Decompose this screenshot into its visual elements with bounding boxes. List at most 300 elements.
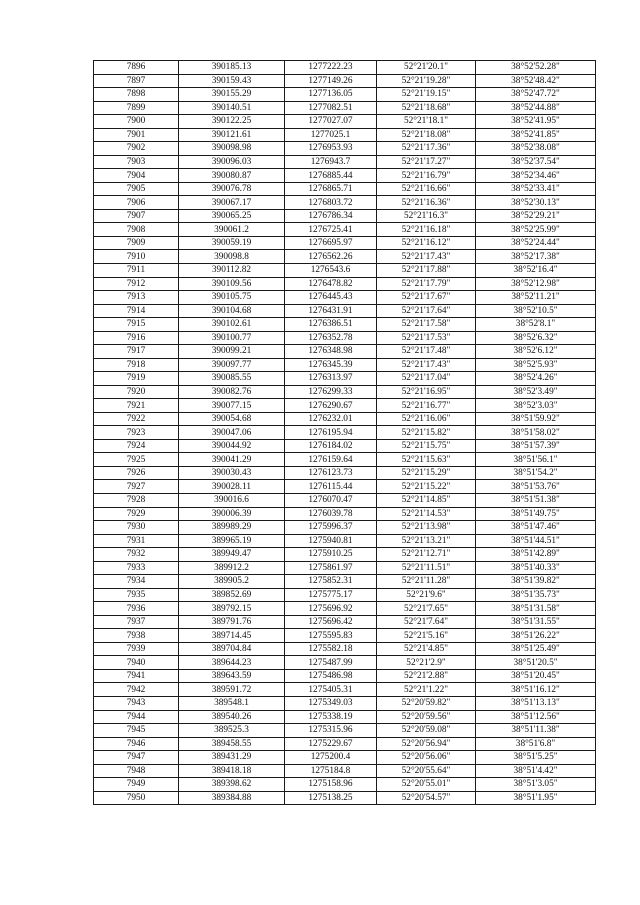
point-number-cell: 7937 [94, 615, 179, 629]
table-row [94, 426, 596, 440]
table-row [94, 399, 596, 413]
x-coordinate-cell: 390098.98 [179, 142, 285, 156]
point-number-cell: 7914 [94, 304, 179, 318]
longitude-cell: 38°51'20.45" [476, 669, 596, 683]
y-coordinate-cell: 1276184.02 [285, 439, 377, 453]
table-row [94, 494, 596, 508]
x-coordinate-cell: 390155.29 [179, 88, 285, 102]
y-coordinate-cell: 1276115.44 [285, 480, 377, 494]
y-coordinate-cell: 1277149.26 [285, 74, 377, 88]
table-row [94, 196, 596, 210]
x-coordinate-cell: 389912.2 [179, 561, 285, 575]
point-number-cell: 7939 [94, 642, 179, 656]
point-number-cell: 7946 [94, 737, 179, 751]
point-number-cell: 7934 [94, 575, 179, 589]
longitude-cell: 38°52'29.21" [476, 209, 596, 223]
latitude-cell: 52°21'20.1" [377, 61, 476, 75]
table-row [94, 764, 596, 778]
table-row [94, 588, 596, 602]
point-number-cell: 7910 [94, 250, 179, 264]
longitude-cell: 38°52'6.12" [476, 345, 596, 359]
point-number-cell: 7941 [94, 669, 179, 683]
point-number-cell: 7920 [94, 385, 179, 399]
table-row [94, 602, 596, 616]
longitude-cell: 38°51'4.42" [476, 764, 596, 778]
point-number-cell: 7936 [94, 602, 179, 616]
longitude-cell: 38°52'25.99" [476, 223, 596, 237]
table-row [94, 466, 596, 480]
x-coordinate-cell: 389852.69 [179, 588, 285, 602]
table-row [94, 385, 596, 399]
y-coordinate-cell: 1275315.96 [285, 724, 377, 738]
latitude-cell: 52°21'16.36" [377, 196, 476, 210]
y-coordinate-cell: 1275996.37 [285, 521, 377, 535]
longitude-cell: 38°51'56.1" [476, 453, 596, 467]
table-row [94, 710, 596, 724]
longitude-cell: 38°52'10.5" [476, 304, 596, 318]
longitude-cell: 38°51'59.92" [476, 412, 596, 426]
longitude-cell: 38°52'5.93" [476, 358, 596, 372]
table-row [94, 318, 596, 332]
y-coordinate-cell: 1275486.98 [285, 669, 377, 683]
point-number-cell: 7924 [94, 439, 179, 453]
table-row [94, 155, 596, 169]
point-number-cell: 7947 [94, 751, 179, 765]
x-coordinate-cell: 390104.68 [179, 304, 285, 318]
latitude-cell: 52°20'56.94" [377, 737, 476, 751]
x-coordinate-cell: 389591.72 [179, 683, 285, 697]
longitude-cell: 38°52'3.49" [476, 385, 596, 399]
point-number-cell: 7935 [94, 588, 179, 602]
point-number-cell: 7899 [94, 101, 179, 115]
longitude-cell: 38°52'33.41" [476, 182, 596, 196]
longitude-cell: 38°52'34.46" [476, 169, 596, 183]
longitude-cell: 38°52'41.85" [476, 128, 596, 142]
latitude-cell: 52°21'11.51" [377, 561, 476, 575]
y-coordinate-cell: 1276123.73 [285, 466, 377, 480]
longitude-cell: 38°52'8.1" [476, 318, 596, 332]
y-coordinate-cell: 1276159.64 [285, 453, 377, 467]
latitude-cell: 52°21'17.88" [377, 263, 476, 277]
point-number-cell: 7923 [94, 426, 179, 440]
latitude-cell: 52°21'4.85" [377, 642, 476, 656]
point-number-cell: 7903 [94, 155, 179, 169]
point-number-cell: 7949 [94, 778, 179, 792]
longitude-cell: 38°51'12.56" [476, 710, 596, 724]
y-coordinate-cell: 1275349.03 [285, 696, 377, 710]
x-coordinate-cell: 390159.43 [179, 74, 285, 88]
y-coordinate-cell: 1276195.94 [285, 426, 377, 440]
latitude-cell: 52°21'16.18" [377, 223, 476, 237]
latitude-cell: 52°21'19.15" [377, 88, 476, 102]
longitude-cell: 38°52'4.26" [476, 372, 596, 386]
point-number-cell: 7950 [94, 791, 179, 805]
x-coordinate-cell: 390076.78 [179, 182, 285, 196]
point-number-cell: 7925 [94, 453, 179, 467]
x-coordinate-cell: 390105.75 [179, 291, 285, 305]
longitude-cell: 38°51'47.46" [476, 521, 596, 535]
x-coordinate-cell: 389431.29 [179, 751, 285, 765]
table-row [94, 277, 596, 291]
y-coordinate-cell: 1275940.81 [285, 534, 377, 548]
x-coordinate-cell: 389384.88 [179, 791, 285, 805]
longitude-cell: 38°51'16.12" [476, 683, 596, 697]
point-number-cell: 7944 [94, 710, 179, 724]
latitude-cell: 52°21'14.53" [377, 507, 476, 521]
y-coordinate-cell: 1276232.01 [285, 412, 377, 426]
table-row [94, 74, 596, 88]
x-coordinate-cell: 389905.2 [179, 575, 285, 589]
point-number-cell: 7913 [94, 291, 179, 305]
latitude-cell: 52°21'19.28" [377, 74, 476, 88]
y-coordinate-cell: 1277027.07 [285, 115, 377, 129]
table-row [94, 291, 596, 305]
x-coordinate-cell: 390082.76 [179, 385, 285, 399]
table-row [94, 642, 596, 656]
x-coordinate-cell: 390077.15 [179, 399, 285, 413]
y-coordinate-cell: 1276039.78 [285, 507, 377, 521]
latitude-cell: 52°21'16.77" [377, 399, 476, 413]
point-number-cell: 7905 [94, 182, 179, 196]
x-coordinate-cell: 389704.84 [179, 642, 285, 656]
y-coordinate-cell: 1275338.19 [285, 710, 377, 724]
latitude-cell: 52°21'2.9" [377, 656, 476, 670]
table-row [94, 778, 596, 792]
longitude-cell: 38°52'48.42" [476, 74, 596, 88]
y-coordinate-cell: 1276348.98 [285, 345, 377, 359]
longitude-cell: 38°52'38.08" [476, 142, 596, 156]
longitude-cell: 38°51'42.89" [476, 548, 596, 562]
x-coordinate-cell: 389643.59 [179, 669, 285, 683]
x-coordinate-cell: 390085.55 [179, 372, 285, 386]
point-number-cell: 7940 [94, 656, 179, 670]
longitude-cell: 38°51'11.38" [476, 724, 596, 738]
table-row [94, 629, 596, 643]
table-row [94, 521, 596, 535]
x-coordinate-cell: 390054.68 [179, 412, 285, 426]
y-coordinate-cell: 1276803.72 [285, 196, 377, 210]
point-number-cell: 7902 [94, 142, 179, 156]
longitude-cell: 38°51'6.8" [476, 737, 596, 751]
y-coordinate-cell: 1276786.34 [285, 209, 377, 223]
table-row [94, 115, 596, 129]
point-number-cell: 7907 [94, 209, 179, 223]
table-row [94, 534, 596, 548]
latitude-cell: 52°21'13.98" [377, 521, 476, 535]
x-coordinate-cell: 389525.3 [179, 724, 285, 738]
latitude-cell: 52°21'1.22" [377, 683, 476, 697]
longitude-cell: 38°52'52.28" [476, 61, 596, 75]
y-coordinate-cell: 1276543.6 [285, 263, 377, 277]
latitude-cell: 52°21'18.1" [377, 115, 476, 129]
y-coordinate-cell: 1276386.51 [285, 318, 377, 332]
point-number-cell: 7930 [94, 521, 179, 535]
point-number-cell: 7938 [94, 629, 179, 643]
y-coordinate-cell: 1275910.25 [285, 548, 377, 562]
latitude-cell: 52°21'15.75" [377, 439, 476, 453]
x-coordinate-cell: 389418.18 [179, 764, 285, 778]
point-number-cell: 7906 [94, 196, 179, 210]
longitude-cell: 38°51'51.38" [476, 494, 596, 508]
point-number-cell: 7926 [94, 466, 179, 480]
latitude-cell: 52°21'17.36" [377, 142, 476, 156]
table-row [94, 358, 596, 372]
x-coordinate-cell: 390121.61 [179, 128, 285, 142]
y-coordinate-cell: 1276695.97 [285, 236, 377, 250]
x-coordinate-cell: 390030.43 [179, 466, 285, 480]
y-coordinate-cell: 1276943.7 [285, 155, 377, 169]
latitude-cell: 52°21'18.08" [377, 128, 476, 142]
table-row [94, 453, 596, 467]
y-coordinate-cell: 1275138.25 [285, 791, 377, 805]
longitude-cell: 38°51'1.95" [476, 791, 596, 805]
x-coordinate-cell: 389398.62 [179, 778, 285, 792]
point-number-cell: 7948 [94, 764, 179, 778]
x-coordinate-cell: 390112.82 [179, 263, 285, 277]
coordinates-table-body [94, 61, 596, 805]
table-row [94, 412, 596, 426]
y-coordinate-cell: 1275595.83 [285, 629, 377, 643]
x-coordinate-cell: 390067.17 [179, 196, 285, 210]
x-coordinate-cell: 390100.77 [179, 331, 285, 345]
longitude-cell: 38°51'40.33" [476, 561, 596, 575]
x-coordinate-cell: 390109.56 [179, 277, 285, 291]
x-coordinate-cell: 390047.06 [179, 426, 285, 440]
longitude-cell: 38°52'3.03" [476, 399, 596, 413]
latitude-cell: 52°20'59.82" [377, 696, 476, 710]
latitude-cell: 52°21'16.12" [377, 236, 476, 250]
point-number-cell: 7918 [94, 358, 179, 372]
longitude-cell: 38°51'57.39" [476, 439, 596, 453]
table-row [94, 737, 596, 751]
latitude-cell: 52°21'15.29" [377, 466, 476, 480]
longitude-cell: 38°52'37.54" [476, 155, 596, 169]
y-coordinate-cell: 1276445.43 [285, 291, 377, 305]
y-coordinate-cell: 1276431.91 [285, 304, 377, 318]
x-coordinate-cell: 390102.61 [179, 318, 285, 332]
point-number-cell: 7908 [94, 223, 179, 237]
point-number-cell: 7909 [94, 236, 179, 250]
x-coordinate-cell: 390028.11 [179, 480, 285, 494]
coordinates-table [93, 60, 596, 805]
latitude-cell: 52°21'7.65" [377, 602, 476, 616]
latitude-cell: 52°20'55.01" [377, 778, 476, 792]
latitude-cell: 52°21'17.67" [377, 291, 476, 305]
y-coordinate-cell: 1275158.96 [285, 778, 377, 792]
latitude-cell: 52°21'15.82" [377, 426, 476, 440]
point-number-cell: 7927 [94, 480, 179, 494]
y-coordinate-cell: 1277222.23 [285, 61, 377, 75]
table-row [94, 128, 596, 142]
latitude-cell: 52°21'16.79" [377, 169, 476, 183]
y-coordinate-cell: 1275582.18 [285, 642, 377, 656]
point-number-cell: 7897 [94, 74, 179, 88]
longitude-cell: 38°52'12.98" [476, 277, 596, 291]
longitude-cell: 38°52'24.44" [476, 236, 596, 250]
table-row [94, 791, 596, 805]
table-row [94, 439, 596, 453]
latitude-cell: 52°20'54.57" [377, 791, 476, 805]
y-coordinate-cell: 1276562.26 [285, 250, 377, 264]
x-coordinate-cell: 390041.29 [179, 453, 285, 467]
point-number-cell: 7900 [94, 115, 179, 129]
point-number-cell: 7932 [94, 548, 179, 562]
table-row [94, 169, 596, 183]
y-coordinate-cell: 1277082.51 [285, 101, 377, 115]
y-coordinate-cell: 1275861.97 [285, 561, 377, 575]
x-coordinate-cell: 390096.03 [179, 155, 285, 169]
x-coordinate-cell: 389644.23 [179, 656, 285, 670]
latitude-cell: 52°21'17.58" [377, 318, 476, 332]
x-coordinate-cell: 389458.55 [179, 737, 285, 751]
y-coordinate-cell: 1275200.4 [285, 751, 377, 765]
longitude-cell: 38°51'13.13" [476, 696, 596, 710]
table-row [94, 250, 596, 264]
x-coordinate-cell: 389714.45 [179, 629, 285, 643]
point-number-cell: 7922 [94, 412, 179, 426]
y-coordinate-cell: 1276290.67 [285, 399, 377, 413]
latitude-cell: 52°21'15.22" [377, 480, 476, 494]
table-row [94, 182, 596, 196]
x-coordinate-cell: 390099.21 [179, 345, 285, 359]
table-row [94, 615, 596, 629]
latitude-cell: 52°21'17.48" [377, 345, 476, 359]
table-row [94, 575, 596, 589]
point-number-cell: 7896 [94, 61, 179, 75]
x-coordinate-cell: 390006.39 [179, 507, 285, 521]
longitude-cell: 38°51'54.2" [476, 466, 596, 480]
latitude-cell: 52°21'15.63" [377, 453, 476, 467]
table-row [94, 751, 596, 765]
latitude-cell: 52°21'18.68" [377, 101, 476, 115]
table-row [94, 656, 596, 670]
table-row [94, 209, 596, 223]
point-number-cell: 7916 [94, 331, 179, 345]
y-coordinate-cell: 1275696.42 [285, 615, 377, 629]
y-coordinate-cell: 1276725.41 [285, 223, 377, 237]
point-number-cell: 7898 [94, 88, 179, 102]
x-coordinate-cell: 390065.25 [179, 209, 285, 223]
y-coordinate-cell: 1275229.67 [285, 737, 377, 751]
latitude-cell: 52°21'5.16" [377, 629, 476, 643]
longitude-cell: 38°52'16.4" [476, 263, 596, 277]
point-number-cell: 7945 [94, 724, 179, 738]
longitude-cell: 38°51'53.76" [476, 480, 596, 494]
point-number-cell: 7943 [94, 696, 179, 710]
longitude-cell: 38°51'25.49" [476, 642, 596, 656]
x-coordinate-cell: 389791.76 [179, 615, 285, 629]
y-coordinate-cell: 1275852.31 [285, 575, 377, 589]
table-row [94, 142, 596, 156]
x-coordinate-cell: 390122.25 [179, 115, 285, 129]
y-coordinate-cell: 1275487.99 [285, 656, 377, 670]
latitude-cell: 52°21'17.27" [377, 155, 476, 169]
latitude-cell: 52°21'16.95" [377, 385, 476, 399]
longitude-cell: 38°51'20.5" [476, 656, 596, 670]
y-coordinate-cell: 1277136.05 [285, 88, 377, 102]
x-coordinate-cell: 389989.29 [179, 521, 285, 535]
point-number-cell: 7915 [94, 318, 179, 332]
latitude-cell: 52°21'17.64" [377, 304, 476, 318]
y-coordinate-cell: 1276345.39 [285, 358, 377, 372]
longitude-cell: 38°52'41.95" [476, 115, 596, 129]
longitude-cell: 38°51'39.82" [476, 575, 596, 589]
latitude-cell: 52°21'11.28" [377, 575, 476, 589]
y-coordinate-cell: 1275405.31 [285, 683, 377, 697]
table-row [94, 263, 596, 277]
x-coordinate-cell: 390044.92 [179, 439, 285, 453]
latitude-cell: 52°21'17.79" [377, 277, 476, 291]
y-coordinate-cell: 1276313.97 [285, 372, 377, 386]
x-coordinate-cell: 389949.47 [179, 548, 285, 562]
longitude-cell: 38°51'49.75" [476, 507, 596, 521]
longitude-cell: 38°51'31.58" [476, 602, 596, 616]
x-coordinate-cell: 390098.8 [179, 250, 285, 264]
latitude-cell: 52°21'14.85" [377, 494, 476, 508]
y-coordinate-cell: 1276885.44 [285, 169, 377, 183]
x-coordinate-cell: 389548.1 [179, 696, 285, 710]
latitude-cell: 52°21'16.06" [377, 412, 476, 426]
latitude-cell: 52°21'16.66" [377, 182, 476, 196]
y-coordinate-cell: 1277025.1 [285, 128, 377, 142]
longitude-cell: 38°52'6.32" [476, 331, 596, 345]
x-coordinate-cell: 389540.26 [179, 710, 285, 724]
x-coordinate-cell: 389792.15 [179, 602, 285, 616]
y-coordinate-cell: 1276299.33 [285, 385, 377, 399]
latitude-cell: 52°20'59.56" [377, 710, 476, 724]
point-number-cell: 7929 [94, 507, 179, 521]
longitude-cell: 38°51'3.05" [476, 778, 596, 792]
table-row [94, 696, 596, 710]
latitude-cell: 52°21'17.53" [377, 331, 476, 345]
latitude-cell: 52°21'13.21" [377, 534, 476, 548]
point-number-cell: 7933 [94, 561, 179, 575]
y-coordinate-cell: 1276865.71 [285, 182, 377, 196]
x-coordinate-cell: 390059.19 [179, 236, 285, 250]
y-coordinate-cell: 1276478.82 [285, 277, 377, 291]
latitude-cell: 52°20'56.06" [377, 751, 476, 765]
longitude-cell: 38°51'5.25" [476, 751, 596, 765]
table-row [94, 331, 596, 345]
latitude-cell: 52°21'2.88" [377, 669, 476, 683]
table-row [94, 101, 596, 115]
table-row [94, 372, 596, 386]
latitude-cell: 52°20'55.64" [377, 764, 476, 778]
x-coordinate-cell: 390061.2 [179, 223, 285, 237]
latitude-cell: 52°21'16.3" [377, 209, 476, 223]
longitude-cell: 38°52'11.21" [476, 291, 596, 305]
longitude-cell: 38°52'44.88" [476, 101, 596, 115]
y-coordinate-cell: 1276070.47 [285, 494, 377, 508]
table-row [94, 223, 596, 237]
latitude-cell: 52°21'12.71" [377, 548, 476, 562]
table-row [94, 724, 596, 738]
table-row [94, 304, 596, 318]
table-row [94, 88, 596, 102]
longitude-cell: 38°52'30.13" [476, 196, 596, 210]
table-row [94, 507, 596, 521]
point-number-cell: 7928 [94, 494, 179, 508]
point-number-cell: 7901 [94, 128, 179, 142]
longitude-cell: 38°51'26.22" [476, 629, 596, 643]
longitude-cell: 38°51'31.55" [476, 615, 596, 629]
x-coordinate-cell: 390140.51 [179, 101, 285, 115]
latitude-cell: 52°21'7.64" [377, 615, 476, 629]
table-row [94, 345, 596, 359]
point-number-cell: 7917 [94, 345, 179, 359]
point-number-cell: 7931 [94, 534, 179, 548]
table-row [94, 548, 596, 562]
